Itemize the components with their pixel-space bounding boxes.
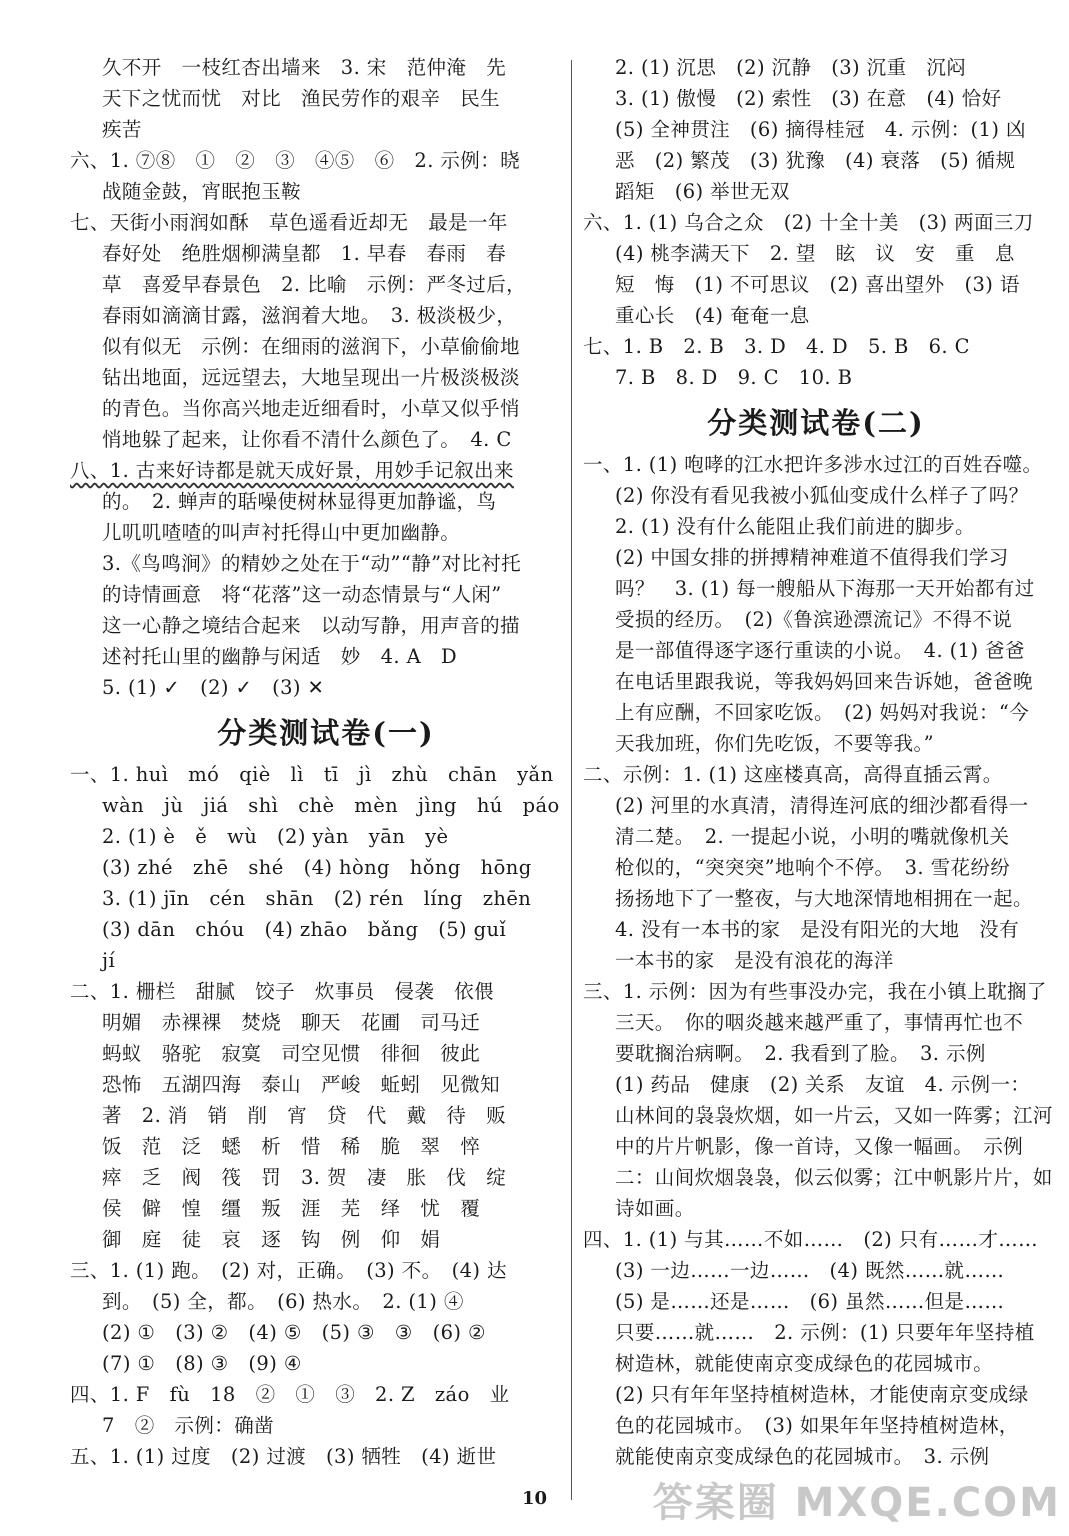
answer-line: 六、1. (1) 乌合之众 (2) 十全十美 (3) 两面三刀	[583, 211, 1034, 234]
answer-line: (7) ① (8) ③ (9) ④	[102, 1352, 302, 1375]
answer-line: 蚂蚁 骆驼 寂寞 司空见惯 徘徊 彼此	[102, 1042, 481, 1065]
answer-line: wàn jù jiá shì chè mèn jìng hú páo	[102, 794, 560, 817]
answer-line: 五、1. (1) 过度 (2) 过渡 (3) 牺牲 (4) 逝世	[70, 1445, 497, 1468]
answer-line: 2. (1) 没有什么能阻止我们前进的脚步。	[615, 515, 975, 538]
answer-line: 一、1. huì mó qiè lì tī jì zhù chān yǎn	[70, 763, 554, 786]
answer-line: (2) 中国女排的拼搏精神难道不值得我们学习	[615, 546, 1009, 569]
answer-line: 的诗情画意 将“花落”这一动态情景与“人闲”	[102, 583, 502, 606]
answer-line: 春好处 绝胜烟柳满皇都 1. 早春 春雨 春	[102, 242, 507, 265]
answer-line: jí	[102, 949, 116, 972]
answer-line: 4. 没有一本书的家 是没有阳光的大地 没有	[615, 918, 1020, 941]
answer-line: 扬扬地下了一整夜，与大地深情地相拥在一起。	[615, 887, 1033, 910]
watermark-logo: 答案圈 MXQE.COM	[652, 1480, 1061, 1526]
answer-line: 上有应酬，不回家吃饭。 (2) 妈妈对我说：“今	[615, 701, 1030, 724]
answer-line: 二、示例：1. (1) 这座楼真高，高得直插云霄。	[583, 763, 1003, 786]
answer-line: 色的花园城市。 (3) 如果年年坚持植树造林，	[615, 1414, 1019, 1437]
answer-line: 短 悔 (1) 不可思议 (2) 喜出望外 (3) 语	[615, 273, 1020, 296]
answer-line: 四、1. F fù 18 ② ① ③ 2. Z záo 业	[70, 1383, 510, 1406]
answer-line: 七、天街小雨润如酥 草色遥看近却无 最是一年	[70, 211, 508, 234]
section-title: 分类测试卷(一)	[217, 716, 435, 750]
answer-line: 侯 僻 惶 缰 叛 涯 芜 绎 忧 覆	[102, 1197, 481, 1220]
answer-line: 恐怖 五湖四海 泰山 严峻 蚯蚓 见微知	[102, 1073, 501, 1096]
answer-line: (5) 是……还是…… (6) 虽然……但是……	[615, 1290, 1005, 1313]
answer-line: 诗如画。	[615, 1197, 695, 1220]
answer-line: 中的片片帆影，像一首诗，又像一幅画。 示例	[615, 1135, 1024, 1158]
answer-line: (3) dān chóu (4) zhāo bǎng (5) guǐ	[102, 918, 507, 941]
answer-line: (4) 桃李满天下 2. 望 眩 议 安 重 息	[615, 242, 1015, 265]
answer-line: 七、1. B 2. B 3. D 4. D 5. B 6. C	[583, 335, 970, 358]
answer-line: 战随金鼓，宵眠抱玉鞍	[102, 180, 302, 203]
page-number: 10	[521, 1488, 548, 1509]
answer-line: 7. B 8. D 9. C 10. B	[615, 366, 853, 389]
answer-line: (3) zhé zhē shé (4) hòng hǒng hōng	[102, 856, 532, 879]
answer-line: 只要……就…… 2. 示例：(1) 只要年年坚持植	[615, 1321, 1035, 1344]
answer-line: 御 庭 徒 哀 逐 钩 例 仰 娟	[102, 1228, 441, 1251]
answer-line: 著 2. 消 销 削 宵 贷 代 戴 待 贩	[102, 1104, 507, 1127]
right-column	[583, 52, 1069, 1472]
answer-line: 六、1. ⑦⑧ ① ② ③ ④⑤ ⑥ 2. 示例：晓	[70, 149, 521, 172]
answer-line: 3. (1) 傲慢 (2) 索性 (3) 在意 (4) 恰好	[615, 87, 1002, 110]
answer-line: 草 喜爱早春景色 2. 比喻 示例：严冬过后，	[102, 273, 527, 296]
answer-line: 天下之忧而忧 对比 渔民劳作的艰辛 民生	[102, 87, 501, 110]
answer-line: 受损的经历。 (2)《鲁滨逊漂流记》不得不说	[615, 608, 1013, 631]
answer-line: 重心长 (4) 奄奄一息	[615, 304, 810, 327]
answer-line: 到。 (5) 全，都。 (6) 热水。 2. (1) ④	[102, 1290, 464, 1313]
answer-line: 5. (1) ✓ (2) ✓ (3) ✕	[102, 676, 325, 699]
answer-line: 的青色。当你高兴地走近细看时，小草又似乎悄	[102, 397, 520, 420]
answer-line: (2) 你没有看见我被小狐仙变成什么样子了吗？	[615, 484, 1029, 507]
answer-line: 述衬托山里的幽静与闲适 妙 4. A D	[102, 645, 458, 668]
answer-line: 树造林，就能使南京变成绿色的花园城市。	[615, 1352, 994, 1375]
answer-line: 饭 范 泛 蟋 析 惜 稀 脆 翠 悴	[102, 1135, 481, 1158]
answer-line: 一本书的家 是没有浪花的海洋	[615, 949, 894, 972]
answer-line: 蹈矩 (6) 举世无双	[615, 180, 790, 203]
answer-line: 三、1. (1) 跑。 (2) 对，正确。 (3) 不。 (4) 达	[70, 1259, 507, 1282]
answer-line: 四、1. (1) 与其……不如…… (2) 只有……才……	[583, 1228, 1039, 1251]
answer-line: 儿叽叽喳喳的叫声衬托得山中更加幽静。	[102, 521, 461, 544]
answer-line: 八、1. 古来好诗都是就天成好景，用妙手记叙出来	[70, 459, 514, 482]
answer-line: 清二楚。 2. 一提起小说，小明的嘴就像机关	[615, 825, 1010, 848]
answer-line: 二、1. 栅栏 甜腻 饺子 炊事员 侵袭 依偎	[70, 980, 495, 1003]
answer-line: (2) ① (3) ② (4) ⑤ (5) ③ ③ (6) ②	[102, 1321, 486, 1344]
answer-line: (5) 全神贯注 (6) 摘得桂冠 4. 示例：(1) 凶	[615, 118, 1026, 141]
answer-line: 3.《鸟鸣涧》的精妙之处在于“动”“静”对比衬托	[102, 552, 522, 575]
answer-line: 要耽搁治病啊。 2. 我看到了脸。 3. 示例	[615, 1042, 986, 1065]
answer-line: 一、1. (1) 咆哮的江水把许多涉水过江的百姓吞噬。	[583, 453, 1043, 476]
answer-line: (2) 只有年年坚持植树造林，才能使南京变成绿	[615, 1383, 1029, 1406]
section-title: 分类测试卷(二)	[707, 406, 925, 440]
answer-line: 山林间的袅袅炊烟，如一片云，又如一阵雾；江河	[615, 1104, 1053, 1127]
answer-line: (2) 河里的水真清，清得连河底的细沙都看得一	[615, 794, 1029, 817]
answer-line: 三天。 你的咽炎越来越严重了，事情再忙也不	[615, 1011, 1024, 1034]
answer-line: 二：山间炊烟袅袅，似云似雾；江中帆影片片，如	[615, 1166, 1053, 1189]
answer-line: 疾苦	[102, 118, 142, 141]
answer-line: 恶 (2) 繁茂 (3) 犹豫 (4) 衰落 (5) 循规	[615, 149, 1016, 172]
answer-line: 春雨如滴滴甘露，滋润着大地。 3. 极淡极少，	[102, 304, 517, 327]
answer-line: 在电话里跟我说，等我妈妈回来告诉她，爸爸晚	[615, 670, 1033, 693]
answer-line: 2. (1) è ě wù (2) yàn yān yè	[102, 825, 449, 848]
answer-line: 7 ② 示例：确凿	[102, 1414, 275, 1437]
answer-line: 似有似无 示例：在细雨的滋润下，小草偷偷地	[102, 335, 520, 358]
answer-line: 就能使南京变成绿色的花园城市。 3. 示例	[615, 1445, 990, 1468]
answer-line: 悄地躲了起来，让你看不清什么颜色了。 4. C	[102, 428, 512, 451]
answer-line: 吗？ 3. (1) 每一艘船从下海那一天开始都有过	[615, 577, 1035, 600]
answer-line: 3. (1) jīn cén shān (2) rén líng zhēn	[102, 887, 532, 910]
answer-line: (3) 一边……一边…… (4) 既然……就……	[615, 1259, 1005, 1282]
answer-line: 三、1. 示例：因为有些事没办完，我在小镇上耽搁了	[583, 980, 1047, 1003]
answer-line: 是一部值得逐字逐行重读的小说。 4. (1) 爸爸	[615, 639, 1025, 662]
answer-line: (1) 药品 健康 (2) 关系 友谊 4. 示例一：	[615, 1073, 1031, 1096]
answer-line: 钻出地面，远远望去，大地呈现出一片极淡极淡	[102, 366, 520, 389]
left-column	[70, 52, 562, 1472]
answer-line: 明媚 赤裸裸 焚烧 聊天 花圃 司马迁	[102, 1011, 481, 1034]
answer-line: 枪似的，“突突突”地响个不停。 3. 雪花纷纷	[615, 856, 1011, 879]
answer-line: 的。 2. 蝉声的聒噪使树林显得更加静谧，鸟	[102, 490, 497, 513]
answer-line: 2. (1) 沉思 (2) 沉静 (3) 沉重 沉闷	[615, 56, 967, 79]
answer-line: 久不开 一枝红杏出墙来 3. 宋 范仲淹 先	[102, 56, 507, 79]
answer-line: 瘁 乏 阀 筏 罚 3. 贺 凄 胀 伐 绽	[102, 1166, 507, 1189]
answer-line: 天我加班，你们先吃饭，不要等我。”	[615, 732, 935, 755]
answer-line: 这一心静之境结合起来 以动写静，用声音的描	[102, 614, 520, 637]
column-divider	[571, 60, 572, 1500]
